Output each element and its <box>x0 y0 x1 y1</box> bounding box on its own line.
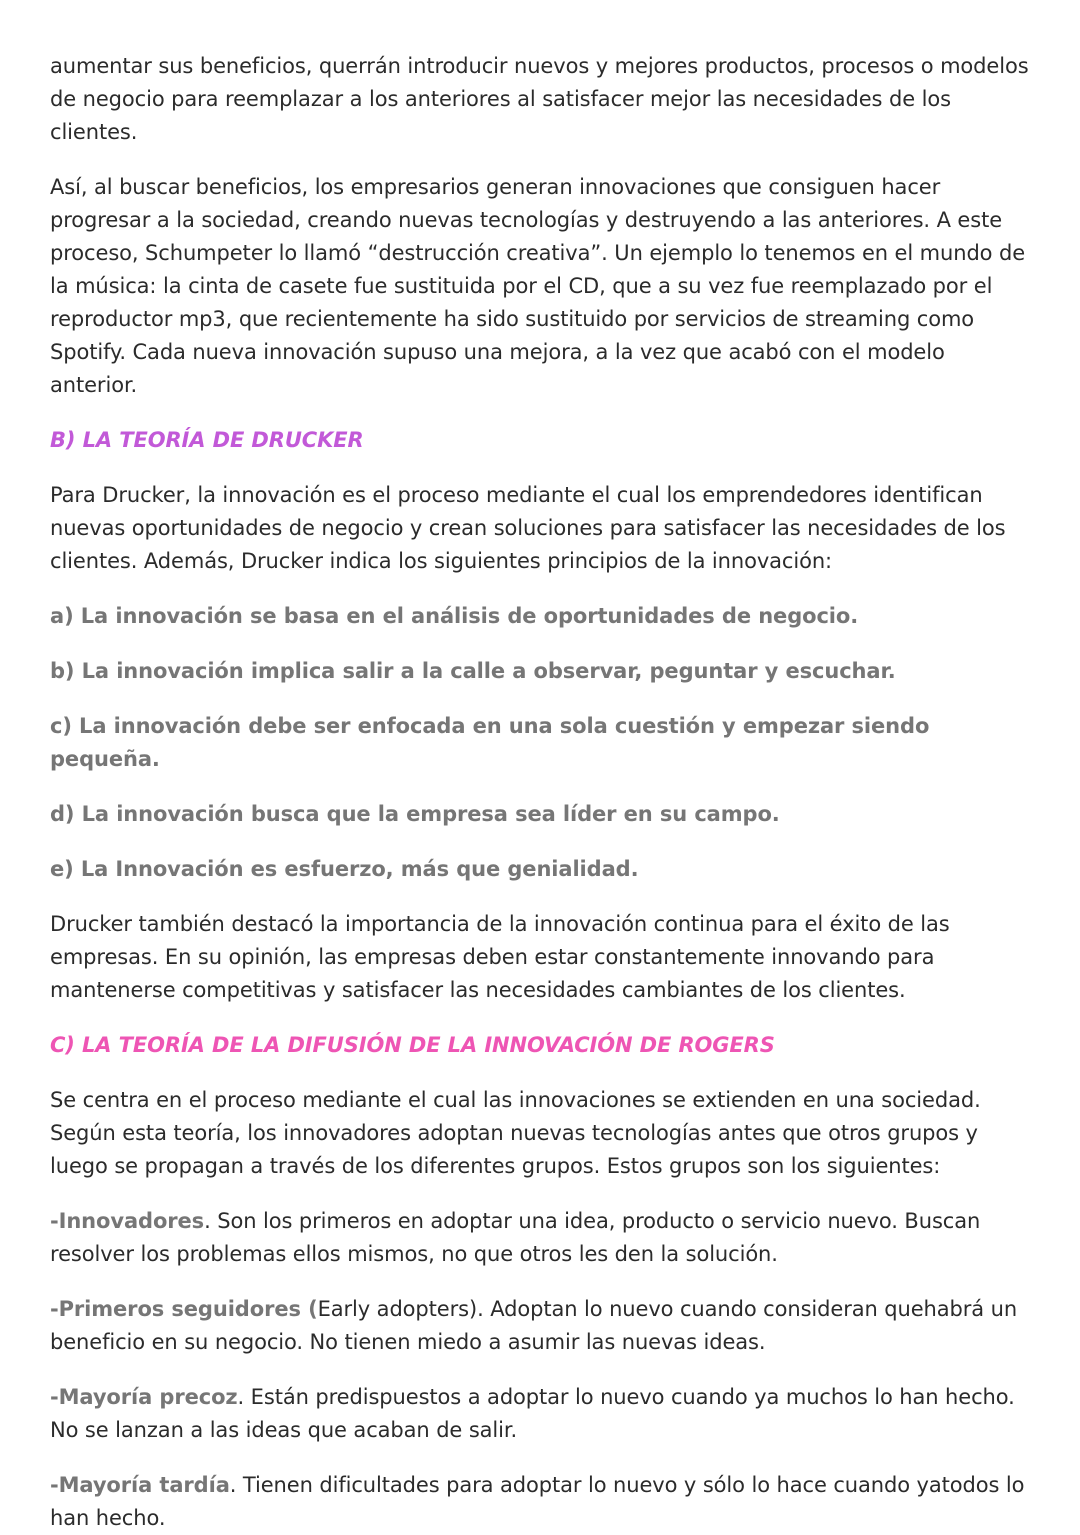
group-description: . Tienen dificultades para adoptar lo nuevo y sólo lo hace cuando yatodos lo han hecho. <box>50 1473 1025 1530</box>
group-term: -Primeros seguidores ( <box>50 1297 318 1321</box>
paragraph-schumpeter-intro: aumentar sus beneficios, querrán introducir nuevos y mejores productos, procesos o modelos de negocio para reemplazar a los anteriores al satisfacer mejor las necesidades de los clientes. <box>50 54 1029 144</box>
group-primeros-seguidores <box>50 1293 1035 1359</box>
principle-item: c) La innovación debe ser enfocada en una sola cuestión y empezar siendo pequeña. <box>50 714 930 771</box>
group-term: -Mayoría tardía <box>50 1473 230 1497</box>
group-term: -Innovadores <box>50 1209 205 1233</box>
principle-item: e) La Innovación es esfuerzo, más que genialidad. <box>50 857 639 881</box>
principle-item: d) La innovación busca que la empresa sea líder en su campo. <box>50 802 780 826</box>
document-page <box>50 50 1035 1535</box>
group-term: -Mayoría precoz <box>50 1385 238 1409</box>
principle-item: a) La innovación se basa en el análisis de oportunidades de negocio. <box>50 604 859 628</box>
group-description: . Están predispuestos a adoptar lo nuevo cuando ya muchos lo han hecho. No se lanzan a las ideas que acaban de salir. <box>50 1385 1015 1442</box>
paragraph-rogers-intro: Se centra en el proceso mediante el cual las innovaciones se extienden en una sociedad. Según esta teoría, los innovadores adoptan nuevas tecnologías antes que otros grupos y luego se propagan a través de los diferentes grupos. Estos grupos son los siguientes: <box>50 1088 981 1178</box>
paragraph-creative-destruction: Así, al buscar beneficios, los empresarios generan innovaciones que consiguen hacer progresar a la sociedad, creando nuevas tecnologías y destruyendo a las anteriores. A este proceso, Schumpeter lo llamó “destrucción creativa”. Un ejemplo lo tenemos en el mundo de la música: la cinta de casete fue sustituida por el CD, que a su vez fue reemplazado por el reproductor mp3, que recientemente ha sido sustituido por servicios de streaming como Spotify. Cada nueva innovación supuso una mejora, a la vez que acabó con el modelo anterior. <box>50 175 1026 397</box>
group-mayoria-precoz <box>50 1381 1035 1447</box>
group-mayoria-tardia <box>50 1469 1035 1535</box>
paragraph-drucker-intro: Para Drucker, la innovación es el proceso mediante el cual los emprendedores identifican nuevas oportunidades de negocio y crean soluciones para satisfacer las necesidades de los clientes. Además, Drucker indica los siguientes principios de la innovación: <box>50 483 1006 573</box>
group-description: . Son los primeros en adoptar una idea, producto o servicio nuevo. Buscan resolver los problemas ellos mismos, no que otros les den la solución. <box>50 1209 981 1266</box>
paragraph-drucker-closing: Drucker también destacó la importancia de la innovación continua para el éxito de las empresas. En su opinión, las empresas deben estar constantemente innovando para mantenerse competitivas y satisfacer las necesidades cambiantes de los clientes. <box>50 912 950 1002</box>
group-innovadores <box>50 1205 1035 1271</box>
section-heading-drucker: B) LA TEORÍA DE DRUCKER <box>50 428 364 452</box>
section-heading-rogers: C) LA TEORÍA DE LA DIFUSIÓN DE LA INNOVACIÓN DE ROGERS <box>50 1033 775 1057</box>
principle-item: b) La innovación implica salir a la calle a observar, peguntar y escuchar. <box>50 659 896 683</box>
group-description: Early adopters). Adoptan lo nuevo cuando consideran quehabrá un beneficio en su negocio. No tienen miedo a asumir las nuevas ideas. <box>50 1297 1018 1354</box>
